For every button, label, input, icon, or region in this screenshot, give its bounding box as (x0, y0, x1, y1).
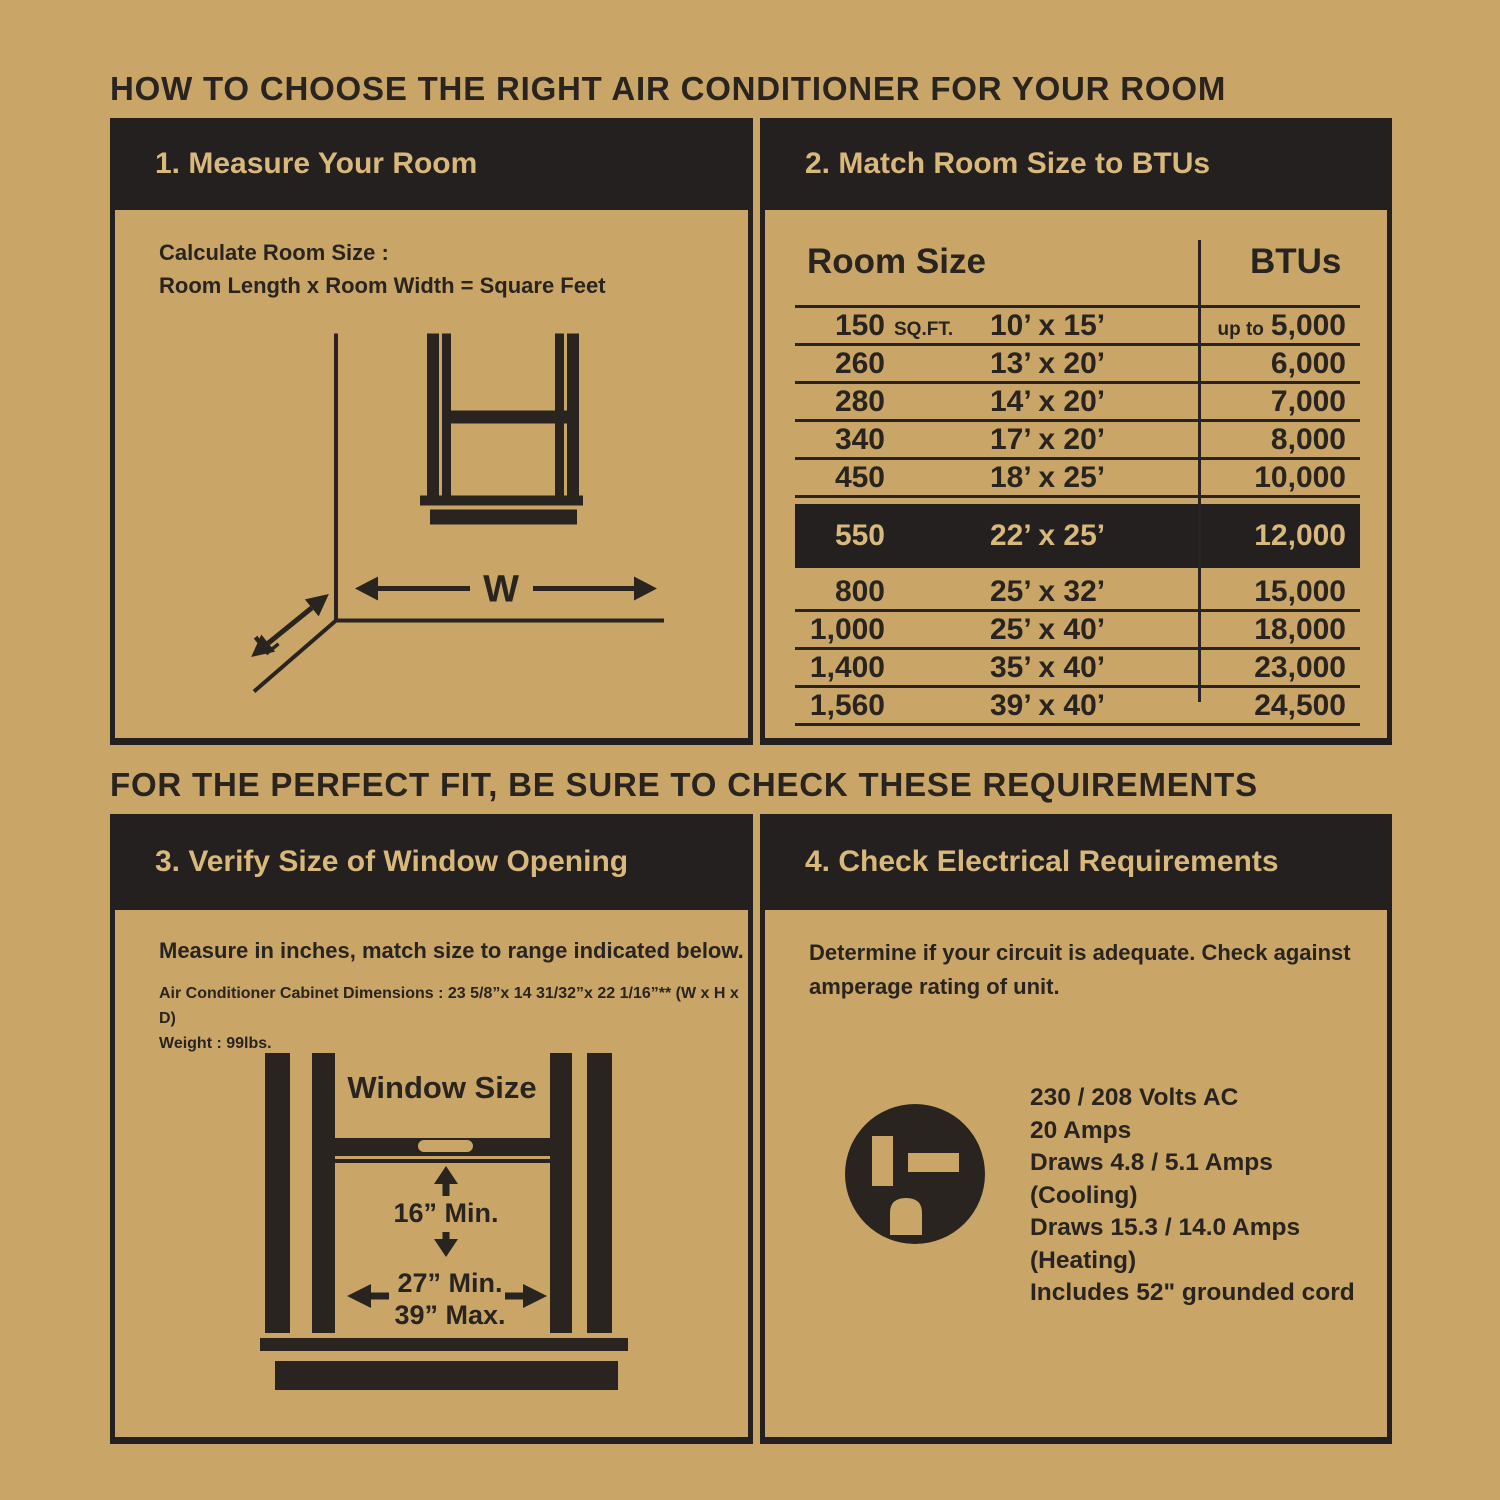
room-sqft-unit (885, 663, 980, 672)
cabinet-dimensions: Air Conditioner Cabinet Dimensions : 23 5/8”x 14 31/32”x 22 1/16”** (W x H x D) (159, 985, 739, 1027)
room-dimensions: 35’ x 40’ (990, 650, 1106, 684)
room-sqft-unit (885, 587, 980, 596)
width-max-label: 39” Max. (394, 1300, 506, 1330)
btus-column-header: BTUs (1250, 242, 1342, 281)
room-sqft: 1,400 (809, 650, 885, 684)
outlet-horizontal-slot (908, 1153, 959, 1172)
table-row-highlighted (795, 504, 1360, 568)
btu-value: 24,500 (1254, 688, 1346, 722)
spec-line: 20 Amps (1030, 1116, 1132, 1144)
panel-measure-room-header (110, 118, 753, 210)
room-dimensions: 25’ x 40’ (990, 612, 1106, 646)
circuit-check-instruction: Determine if your circuit is adequate. Check against amperage rating of unit. (809, 940, 1351, 1000)
panel-room-size-btus (760, 118, 1392, 745)
room-sqft: 450 (834, 460, 885, 494)
panel-window-opening-header (110, 814, 753, 910)
cabinet-weight: Weight : 99lbs. (159, 1034, 272, 1052)
table-row (795, 612, 1360, 650)
window-measure-instruction: Measure in inches, match size to range indicated below. (159, 938, 744, 963)
table-row (795, 422, 1360, 460)
room-sqft-unit (885, 359, 980, 368)
panel-electrical-requirements-header (760, 814, 1392, 910)
outlet-vertical-slot (872, 1136, 893, 1186)
room-sqft: 340 (834, 422, 885, 456)
panel-window-opening-title: 3. Verify Size of Window Opening (155, 845, 629, 878)
room-sqft: 800 (834, 574, 885, 608)
room-dimensions: 14’ x 20’ (990, 384, 1106, 418)
calc-line2: Room Length x Room Width = Square Feet (159, 273, 606, 298)
panel-electrical-requirements (760, 814, 1392, 1444)
panel-window-opening (110, 814, 753, 1444)
table-row (795, 384, 1360, 422)
table-header-row (795, 240, 1360, 305)
room-dimensions: 22’ x 25’ (990, 519, 1106, 552)
room-sqft-unit (885, 625, 980, 634)
room-sqft-unit (885, 397, 980, 406)
table-row (795, 650, 1360, 688)
btu-value: 12,000 (1254, 519, 1346, 552)
calc-line1: Calculate Room Size : (159, 240, 389, 265)
spec-line: Draws 15.3 / 14.0 Amps (Heating) (1030, 1214, 1301, 1274)
table-column-divider (1198, 240, 1201, 702)
room-sqft: 550 (834, 519, 885, 552)
room-measure-diagram (115, 210, 748, 738)
room-sqft-unit: SQ.FT. (894, 319, 954, 340)
electrical-specs (1030, 1082, 1387, 1310)
spec-line: 230 / 208 Volts AC (1030, 1084, 1239, 1111)
btu-value: 18,000 (1254, 612, 1346, 646)
table-row (795, 688, 1360, 726)
panel-electrical-requirements-title: 4. Check Electrical Requirements (805, 845, 1279, 878)
window-size-diagram (115, 910, 748, 1437)
width-label: W (483, 568, 519, 611)
table-row (795, 460, 1360, 498)
room-sqft-unit (885, 701, 980, 710)
btu-value: 6,000 (1270, 346, 1346, 380)
room-dimensions: 10’ x 15’ (990, 308, 1106, 342)
outlet-ground-slot (890, 1198, 922, 1235)
panel-room-size-btus-title: 2. Match Room Size to BTUs (805, 147, 1211, 180)
panel-measure-room-body (115, 210, 748, 738)
width-min-label: 27” Min. (397, 1268, 503, 1298)
panel-room-size-btus-body (765, 210, 1387, 738)
window-icon (420, 334, 583, 525)
room-sqft: 260 (834, 346, 885, 380)
btu-value: 23,000 (1254, 650, 1346, 684)
room-dimensions: 17’ x 20’ (990, 422, 1106, 456)
room-sqft: 1,000 (809, 612, 885, 646)
btu-sizing-table (795, 240, 1360, 726)
room-sqft: 1,560 (809, 688, 885, 722)
room-dimensions: 18’ x 25’ (990, 460, 1106, 494)
room-sqft-unit (885, 435, 980, 444)
length-label: L (248, 622, 285, 662)
room-sqft-unit (885, 532, 980, 541)
window-size-label: Window Size (347, 1070, 537, 1105)
btu-value: 10,000 (1254, 460, 1346, 494)
table-row (795, 346, 1360, 384)
section2-heading: FOR THE PERFECT FIT, BE SURE TO CHECK THESE REQUIREMENTS (110, 766, 1258, 803)
table-row (795, 574, 1360, 612)
panel-electrical-requirements-body (765, 910, 1387, 1437)
btu-value: 5,000 (1270, 308, 1346, 342)
room-size-column-header: Room Size (807, 242, 986, 281)
room-sqft: 150 (834, 308, 885, 342)
room-sqft-unit (885, 473, 980, 482)
spec-line: Draws 4.8 / 5.1 Amps (Cooling) (1030, 1149, 1273, 1209)
width-arrow (355, 569, 657, 611)
spec-line: Includes 52" grounded cord (1030, 1279, 1355, 1306)
room-dimensions: 25’ x 32’ (990, 574, 1106, 608)
btu-value: 15,000 (1254, 574, 1346, 608)
room-sqft: 280 (834, 384, 885, 418)
panel-room-size-btus-header (760, 118, 1392, 210)
panel-measure-room (110, 118, 753, 745)
sash-handle (418, 1140, 473, 1152)
panel-window-opening-body (115, 910, 748, 1437)
room-dimensions: 13’ x 20’ (990, 346, 1106, 380)
btu-prefix: up to (1217, 318, 1264, 340)
btu-value: 7,000 (1270, 384, 1346, 418)
btu-value: 8,000 (1270, 422, 1346, 456)
section1-heading: HOW TO CHOOSE THE RIGHT AIR CONDITIONER FOR YOUR ROOM (110, 70, 1227, 107)
height-min-label: 16” Min. (393, 1198, 499, 1228)
room-dimensions: 39’ x 40’ (990, 688, 1106, 722)
table-row (795, 305, 1360, 346)
panel-measure-room-title: 1. Measure Your Room (155, 147, 478, 180)
